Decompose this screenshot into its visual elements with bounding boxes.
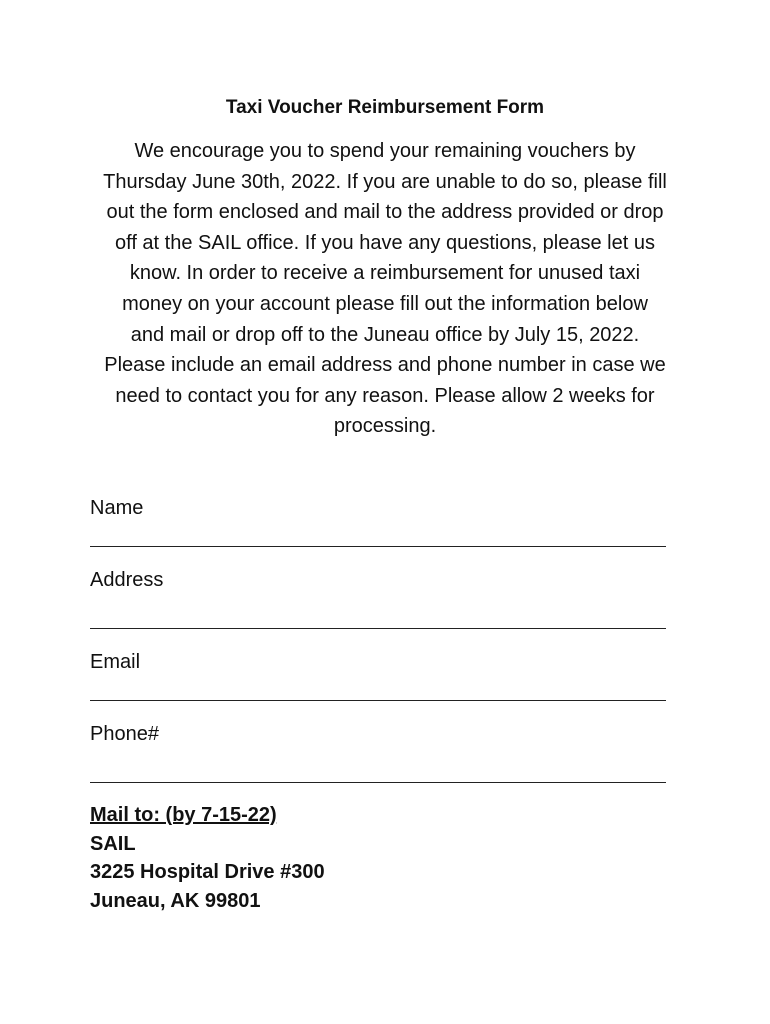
intro-line: out the form enclosed and mail to the address provided or drop xyxy=(106,201,664,224)
email-field-line[interactable] xyxy=(90,700,666,701)
phone-field-line[interactable] xyxy=(90,782,666,783)
name-field-line[interactable] xyxy=(90,546,666,547)
email-label: Email xyxy=(90,651,141,673)
mailing-address-block xyxy=(90,801,325,915)
intro-line: We encourage you to spend your remaining vouchers by xyxy=(134,140,636,162)
intro-line: Thursday June 30th, 2022. If you are unable to do so, please fill xyxy=(103,170,667,193)
form-title: Taxi Voucher Reimbursement Form xyxy=(225,97,545,118)
mail-to-city: Juneau, AK 99801 xyxy=(90,889,261,912)
intro-paragraph xyxy=(85,136,685,442)
intro-line: and mail or drop off to the Juneau office by July 15, 2022. xyxy=(130,323,640,346)
intro-line: know. In order to receive a reimbursement for unused taxi xyxy=(129,262,641,285)
address-label: Address xyxy=(90,569,164,591)
intro-line: need to contact you for any reason. Please allow 2 weeks for xyxy=(115,384,655,407)
address-field-line[interactable] xyxy=(90,628,666,629)
mail-to-street: 3225 Hospital Drive #300 xyxy=(90,861,325,883)
intro-line: money on your account please fill out the information below xyxy=(122,292,648,315)
name-label: Name xyxy=(90,497,144,519)
mail-to-org: SAIL xyxy=(90,832,136,855)
phone-label: Phone# xyxy=(90,723,159,745)
intro-line: off at the SAIL office. If you have any questions, please let us xyxy=(115,231,655,254)
mail-to-heading: Mail to: (by 7-15-22) xyxy=(90,804,277,826)
intro-line: Please include an email address and phone number in case we xyxy=(104,354,666,377)
intro-line: processing. xyxy=(333,415,437,438)
